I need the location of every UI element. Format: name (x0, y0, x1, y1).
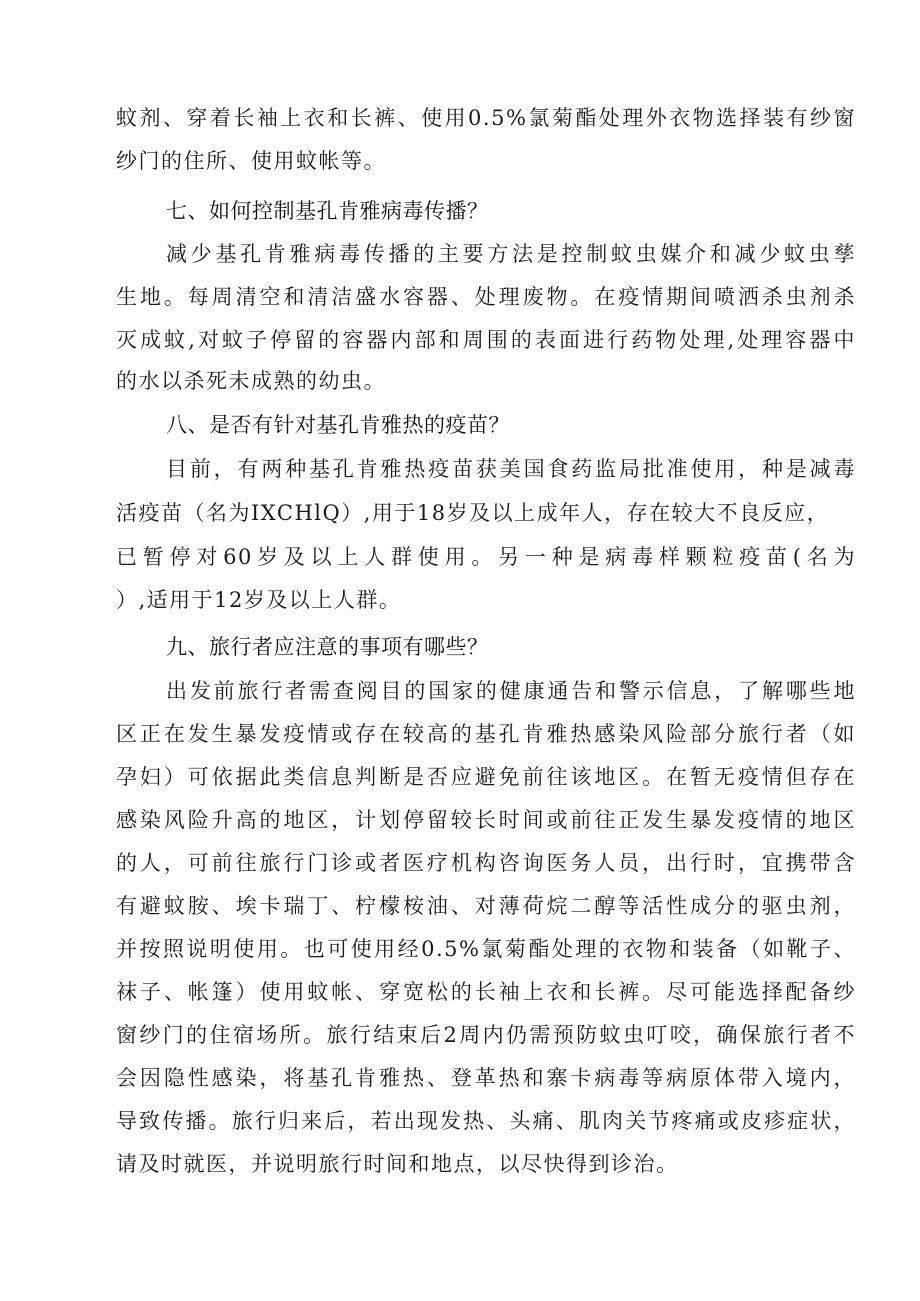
section-heading-8: 八、是否有针对基孔肯雅热的疫苗？ (166, 413, 510, 437)
paragraph-line: 有避蚊胺、埃卡瑞丁、柠檬桉油、对薄荷烷二醇等活性成分的驱虫剂， (116, 894, 856, 918)
paragraph-line: 的人，可前往旅行门诊或者医疗机构咨询医务人员，出行时，宜携带含 (116, 851, 856, 875)
paragraph-line: 袜子、帐篷）使用蚊帐、穿宽松的长袖上衣和长裤。尽可能选择配备纱 (116, 980, 856, 1004)
paragraph-line: 灭成蚊,对蚊子停留的容器内部和周围的表面进行药物处理,处理容器中 (116, 328, 856, 352)
paragraph-line: 已暂停对60岁及以上人群使用。另一种是病毒样颗粒疫苗(名为 (116, 545, 856, 569)
section-heading-9: 九、旅行者应注意的事项有哪些？ (166, 635, 489, 659)
paragraph-line: ）,适用于12岁及以上人群。 (116, 588, 402, 612)
paragraph-line: 的水以杀死未成熟的幼虫。 (116, 369, 386, 393)
paragraph-line: 请及时就医，并说明旅行时间和地点，以尽快得到诊治。 (116, 1152, 679, 1176)
paragraph-line: 并按照说明使用。也可使用经0.5%氯菊酯处理的衣物和装备（如靴子、 (116, 937, 856, 961)
paragraph-line: 出发前旅行者需查阅目的国家的健康通告和警示信息，了解哪些地 (166, 679, 856, 703)
paragraph-line: 活疫苗（名为IXCHlQ）,用于18岁及以上成年人，存在较大不良反应， (116, 501, 830, 525)
paragraph-line: 感染风险升高的地区，计划停留较长时间或前往正发生暴发疫情的地区 (116, 808, 856, 832)
paragraph-line: 导致传播。旅行归来后，若出现发热、头痛、肌肉关节疼痛或皮疹症状， (116, 1109, 856, 1133)
paragraph-line: 减少基孔肯雅病毒传播的主要方法是控制蚊虫媒介和减少蚊虫孳 (166, 242, 856, 266)
paragraph-line: 纱门的住所、使用蚊帐等。 (116, 149, 386, 173)
paragraph-line: 蚊剂、穿着长袖上衣和长裤、使用0.5%氯菊酯处理外衣物选择装有纱窗 (116, 106, 856, 130)
paragraph-line: 会因隐性感染，将基孔肯雅热、登革热和寨卡病毒等病原体带入境内， (116, 1066, 856, 1090)
paragraph-line: 生地。每周清空和清洁盛水容器、处理废物。在疫情期间喷洒杀虫剂杀 (116, 285, 856, 309)
paragraph-line: 窗纱门的住宿场所。旅行结束后2周内仍需预防蚊虫叮咬，确保旅行者不 (116, 1023, 856, 1047)
paragraph-line: 目前，有两种基孔肯雅热疫苗获美国食药监局批准使用，种是减毒 (166, 457, 856, 481)
paragraph-line: 孕妇）可依据此类信息判断是否应避免前往该地区。在暂无疫情但存在 (116, 765, 856, 789)
paragraph-line: 区正在发生暴发疫情或存在较高的基孔肯雅热感染风险部分旅行者（如 (116, 722, 856, 746)
section-heading-7: 七、如何控制基孔肯雅病毒传播？ (166, 199, 489, 223)
